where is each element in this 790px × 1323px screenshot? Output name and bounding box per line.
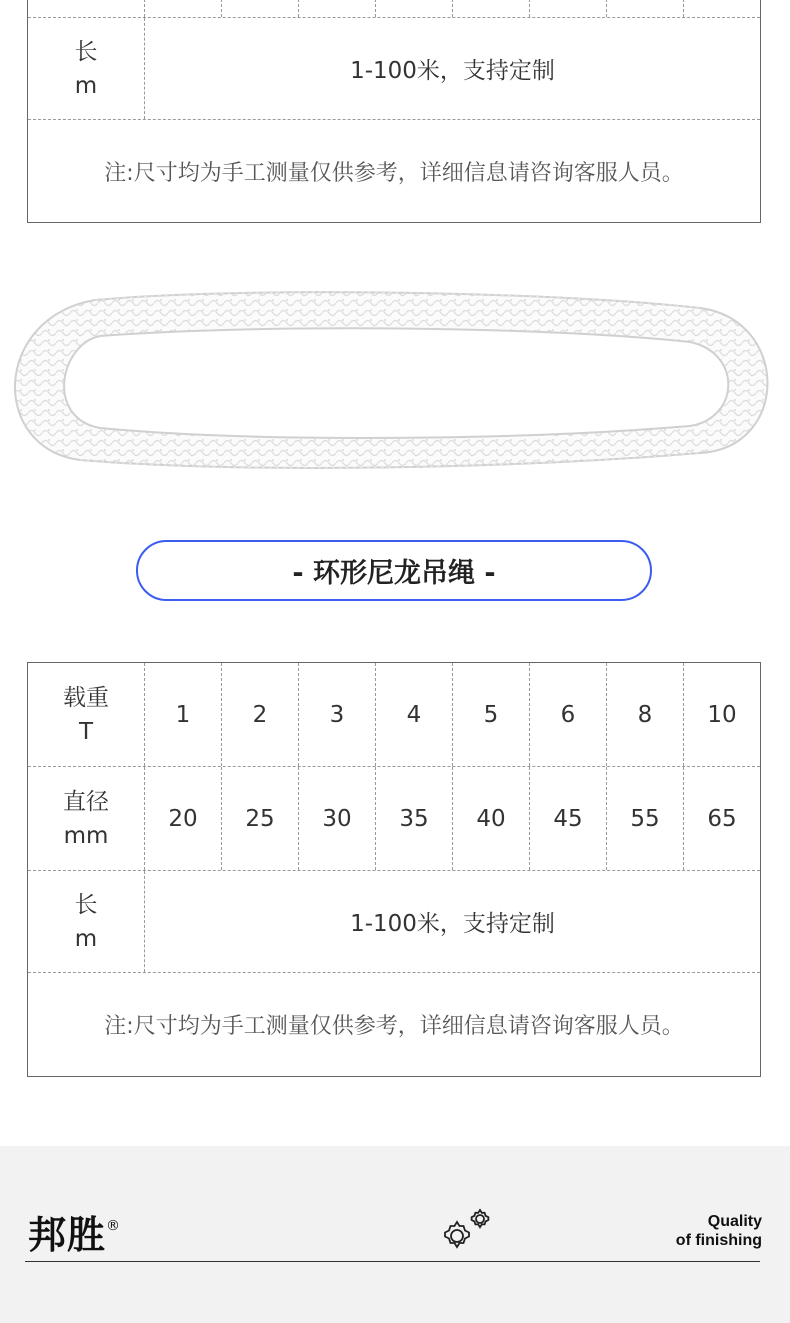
- note-row: [28, 973, 760, 1076]
- diameter-value: 25: [222, 767, 299, 870]
- diameter-value: 20: [145, 767, 222, 870]
- diameter-value: 45: [530, 767, 607, 870]
- tagline: Quality of finishing: [675, 1213, 762, 1249]
- load-label: 载重 T: [28, 663, 145, 766]
- load-value: 10: [707, 701, 737, 728]
- diameter-value: 30: [299, 767, 376, 870]
- partial-row: [28, 0, 760, 18]
- length-row: [28, 871, 760, 973]
- brand-logo: 邦胜®: [28, 1213, 122, 1257]
- length-row: [28, 18, 760, 120]
- footer: [0, 1146, 790, 1323]
- length-label: 长 m: [28, 18, 145, 119]
- length-label: 长 m: [28, 871, 145, 972]
- load-value: 4: [376, 663, 453, 766]
- note-row: [28, 120, 760, 222]
- load-value: 8: [607, 663, 684, 766]
- note-text: 注:尺寸均为手工测量仅供参考，详细信息请咨询客服人员。: [104, 160, 684, 186]
- round-sling-image: [0, 278, 790, 498]
- spec-table-top: [27, 0, 761, 223]
- load-value: 1: [145, 663, 222, 766]
- spec-table: [27, 662, 761, 1077]
- load-row: [28, 663, 760, 767]
- load-value: 5: [453, 663, 530, 766]
- diameter-value: 55: [607, 767, 684, 870]
- footer-divider: [25, 1261, 760, 1262]
- diameter-value: 65: [707, 805, 737, 832]
- gears-icon: [440, 1206, 494, 1252]
- length-value: 1-100米，支持定制: [350, 911, 555, 937]
- length-value: 1-100米，支持定制: [350, 58, 555, 84]
- load-value: 3: [299, 663, 376, 766]
- note-text: 注:尺寸均为手工测量仅供参考，详细信息请咨询客服人员。: [104, 1014, 684, 1039]
- diameter-row: [28, 767, 760, 871]
- diameter-value: 40: [453, 767, 530, 870]
- load-value: 2: [222, 663, 299, 766]
- diameter-label: 直径 mm: [28, 767, 145, 870]
- product-title: - 环形尼龙吊绳 -: [136, 540, 652, 601]
- load-value: 6: [530, 663, 607, 766]
- diameter-value: 35: [376, 767, 453, 870]
